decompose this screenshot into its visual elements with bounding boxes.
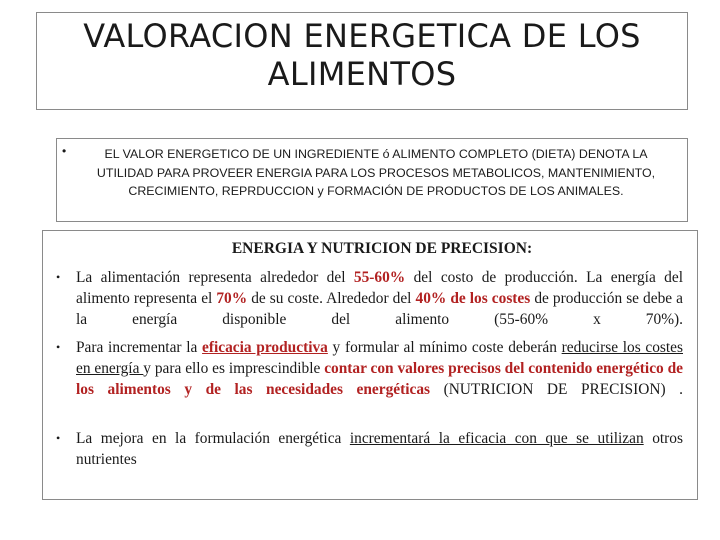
item1-text-g: de producción se debe a la energía disponible del alimento (55-60% x 70%).: [76, 290, 683, 328]
item2-highlight-precise-values: contar con valores precisos del contenido energético de los alimentos y de las necesidades energéticas: [76, 360, 683, 398]
intro-bullet: •: [62, 144, 67, 158]
bullet-marker-3: •: [56, 431, 61, 445]
bullet-item-efficiency: [76, 337, 683, 421]
item1-highlight-70: 70%: [216, 290, 248, 307]
item2-text-c: y formular al mínimo coste deberán: [327, 339, 562, 356]
item2-underlined-costs: reducirse los costes en energía: [76, 339, 683, 377]
item2-highlight-eficacia: eficacia productiva: [202, 339, 328, 356]
bullet-marker-1: •: [56, 270, 61, 284]
slide-title: VALORACION ENERGETICA DE LOS ALIMENTOS: [83, 17, 641, 93]
bullet-marker-2: •: [56, 340, 61, 354]
intro-box: [56, 138, 688, 222]
section-heading: ENERGIA Y NUTRICION DE PRECISION:: [231, 240, 533, 257]
item1-text-e: de su coste. Alrededor del: [247, 290, 416, 307]
item1-text-a: La alimentación representa alrededor del: [76, 269, 354, 286]
item2-text-e: y para ello es imprescindible: [143, 360, 325, 377]
item1-highlight-40: 40% de los costes: [415, 290, 531, 307]
item2-text-g: (NUTRICION DE PRECISION) .: [430, 381, 683, 398]
item2-text-a: Para incrementar la: [76, 339, 203, 356]
intro-text: EL VALOR ENERGETICO DE UN INGREDIENTE ó ALIMENTO COMPLETO (DIETA) DENOTA LA UTILIDAD PARA PROVEER ENERGIA PARA LOS PROCESOS METABOLICOS, MANTENIMIENTO, CRECIMIENTO, REPRDUCCION y FORMACIÓN DE PRODUCTOS DE LOS ANIMALES.: [96, 147, 656, 198]
item3-text-a: La mejora en la formulación energética: [76, 430, 350, 447]
item1-text-c: del costo de producción. La energía del alimento representa el: [76, 269, 683, 307]
title-box: [36, 12, 688, 110]
bullet-item-formulation: [76, 428, 683, 470]
item3-underlined: incrementará la eficacia con que se utilizan: [349, 430, 644, 447]
item3-text-c: otros nutrientes: [76, 430, 683, 468]
item1-highlight-55-60: 55-60%: [353, 269, 406, 286]
